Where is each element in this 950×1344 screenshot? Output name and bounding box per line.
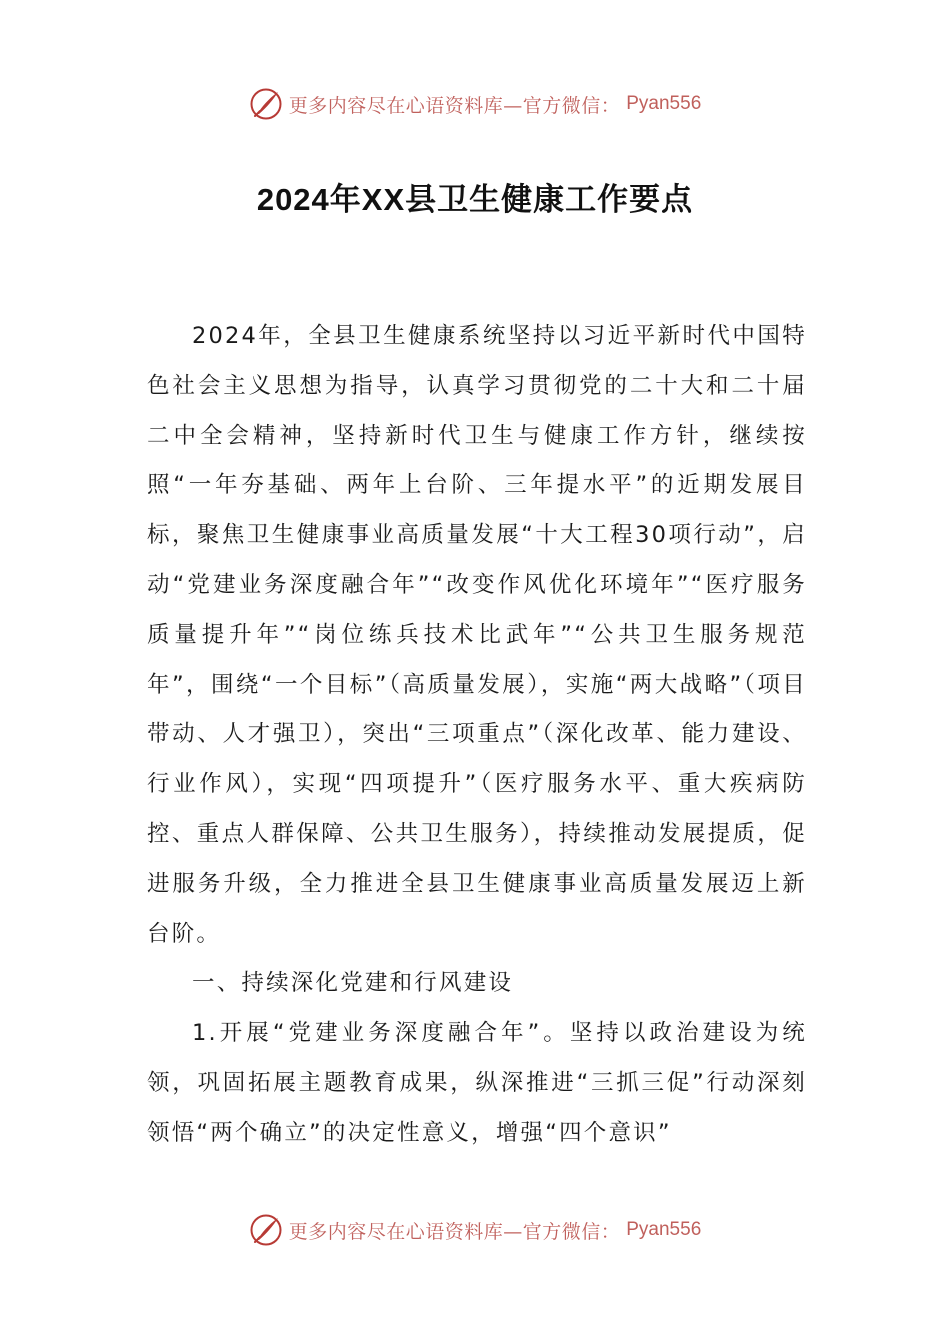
watermark-banner-top <box>0 82 950 126</box>
watermark-text: 更多内容尽在心语资料库—官方微信： <box>288 1220 621 1243</box>
quill-pen-icon <box>249 1213 283 1247</box>
quill-pen-icon <box>249 87 283 121</box>
watermark-banner-bottom <box>0 1208 950 1252</box>
watermark-text: 更多内容尽在心语资料库—官方微信： <box>288 94 621 117</box>
intro-paragraph: 2024年，全县卫生健康系统坚持以习近平新时代中国特色社会主义思想为指导，认真学习贯彻党的二十大和二十届二中全会精神，坚持新时代卫生与健康工作方针，继续按照“一年夯基础、两年上台阶、三年提水平”的近期发展目标，聚焦卫生健康事业高质量发展“十大工程30项行动”，启动“党建业务深度融合年”“改变作风优化环境年”“医疗服务质量提升年”“岗位练兵技术比武年”“公共卫生服务规范年”，围绕“一个目标”（高质量发展），实施“两大战略”（项目带动、人才强卫），突出“三项重点”（深化改革、能力建设、行业作风），实现“四项提升”（医疗服务水平、重大疾病防控、重点人群保障、公共卫生服务），持续推动发展提质，促进服务升级，全力推进全县卫生健康事业高质量发展迈上新台阶。 <box>147 323 807 947</box>
document-title: 2024年XX县卫生健康工作要点 <box>256 182 694 217</box>
watermark-wechat-id: Pyan556 <box>626 93 702 114</box>
section-heading: 一、持续深化党建和行风建设 <box>192 970 514 997</box>
watermark-wechat-id: Pyan556 <box>626 1219 702 1240</box>
document-body <box>147 312 807 1159</box>
item-paragraph: 1.开展“党建业务深度融合年”。坚持以政治建设为统领，巩固拓展主题教育成果，纵深推进“三抓三促”行动深刻领悟“两个确立”的决定性意义，增强“四个意识” <box>147 1020 807 1146</box>
